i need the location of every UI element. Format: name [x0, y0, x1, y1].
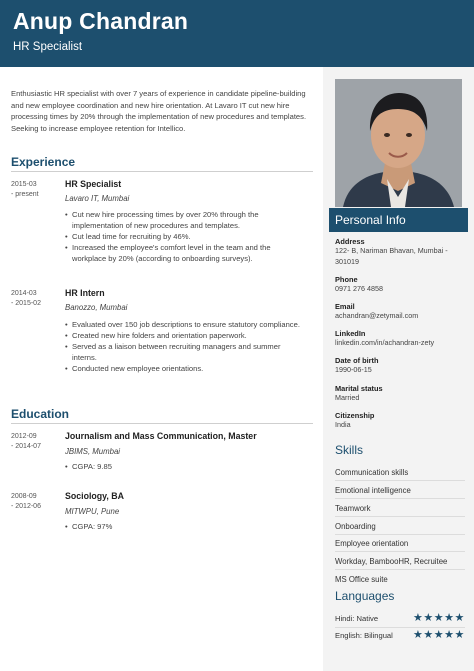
candidate-role: HR Specialist	[13, 41, 83, 53]
dob-value: 1990-06-15	[335, 365, 372, 374]
language-item: Hindi: Native	[335, 614, 379, 623]
entry-date-start: 2015-03	[11, 181, 37, 188]
entry-date	[11, 180, 59, 199]
entry-date-start: 2012-09	[11, 433, 37, 440]
skill-divider	[335, 551, 465, 552]
sidebar	[323, 67, 474, 671]
entry-organization: Banozzo, Mumbai	[65, 303, 128, 312]
personal-info-heading: Personal Info	[329, 208, 468, 232]
entry-date-end: - 2014-07	[11, 442, 41, 450]
skill-item: Onboarding	[335, 522, 376, 531]
skill-divider	[335, 569, 465, 570]
marital-status-label: Marital status	[335, 384, 383, 393]
bullet-item: • CGPA: 9.85	[65, 461, 305, 472]
entry-date-end: - 2012-06	[11, 502, 41, 510]
skill-item: Employee orientation	[335, 539, 409, 548]
entry-date	[11, 432, 59, 451]
skill-item: Communication skills	[335, 468, 409, 477]
address-value: 122- B, Nariman Bhavan, Mumbai - 301019	[335, 246, 448, 266]
entry-date-end: - 2015-02	[11, 299, 41, 307]
entry-title: Sociology, BA	[65, 491, 124, 501]
skill-divider	[335, 480, 465, 481]
bullet-item: • Conducted new employee orientations.	[65, 363, 305, 374]
dob-label: Date of birth	[335, 356, 379, 365]
language-rating-stars: ★★★★★	[413, 629, 465, 641]
entry-date-end: - present	[11, 190, 39, 198]
entry-bullets	[65, 461, 305, 472]
education-heading: Education	[11, 407, 70, 421]
entry-bullets	[65, 521, 305, 532]
bullet-item: • Served as a liaison between recruiting managers and summer interns.	[65, 341, 305, 363]
entry-bullets	[65, 209, 305, 264]
skill-item: Emotional intelligence	[335, 486, 411, 495]
linkedin-label: LinkedIn	[335, 329, 366, 338]
experience-heading: Experience	[11, 155, 76, 169]
summary-text: Enthusiastic HR specialist with over 7 years of experience in candidate pipeline-building and new employee coordination and new hire orientation. At Lavaro IT cut new hire processing times by 20% through the implementation of new procedures and templates. Seeking to increase employee retention for Intellico.	[11, 89, 307, 133]
entry-bullets	[65, 319, 305, 374]
candidate-name: Anup Chandran	[13, 8, 189, 34]
bullet-item: • Increased the employee's comfort level in the team and the workplace by 20% (according to onboarding surveys).	[65, 242, 305, 264]
entry-organization: MITWPU, Pune	[65, 507, 120, 516]
skill-divider	[335, 516, 465, 517]
language-rating-stars: ★★★★★	[413, 612, 465, 624]
main-column	[0, 67, 323, 671]
citizenship-label: Citizenship	[335, 411, 375, 420]
entry-date	[11, 289, 59, 308]
languages-heading: Languages	[335, 589, 395, 603]
email-value: achandran@zetymail.com	[335, 311, 419, 320]
entry-date-start: 2014-03	[11, 290, 37, 297]
skill-divider	[335, 534, 465, 535]
language-item: English: Bilingual	[335, 631, 393, 640]
resume-header	[0, 0, 474, 67]
experience-divider	[11, 171, 313, 172]
phone-label: Phone	[335, 275, 358, 284]
skill-item: Workday, BambooHR, Recruitee	[335, 557, 448, 566]
skill-item: MS Office suite	[335, 575, 388, 584]
entry-organization: JBIMS, Mumbai	[65, 447, 121, 456]
entry-title: HR Intern	[65, 288, 105, 298]
entry-title: Journalism and Mass Communication, Master	[65, 431, 257, 441]
address-label: Address	[335, 237, 365, 246]
bullet-item: • Evaluated over 150 job descriptions to ensure statutory compliance.	[65, 319, 305, 330]
bullet-item: • Cut lead time for recruiting by 46%.	[65, 231, 305, 242]
linkedin-value: linkedin.com/in/achandran-zety	[335, 338, 435, 347]
citizenship-value: India	[335, 420, 351, 429]
skill-item: Teamwork	[335, 504, 371, 513]
skills-heading: Skills	[335, 443, 364, 457]
bullet-item: • CGPA: 97%	[65, 521, 305, 532]
entry-date-start: 2008-09	[11, 493, 37, 500]
entry-organization: Lavaro IT, Mumbai	[65, 194, 130, 203]
bullet-item: • Cut new hire processing times by over 20% through the implementation of new procedures and templates.	[65, 209, 305, 231]
skill-divider	[335, 498, 465, 499]
entry-date	[11, 492, 59, 511]
education-divider	[11, 423, 313, 424]
entry-title: HR Specialist	[65, 179, 122, 189]
phone-value: 0971 276 4858	[335, 284, 383, 293]
profile-photo	[335, 79, 462, 207]
email-label: Email	[335, 302, 355, 311]
marital-status-value: Married	[335, 393, 360, 402]
bullet-item: • Created new hire folders and orientation paperwork.	[65, 330, 305, 341]
